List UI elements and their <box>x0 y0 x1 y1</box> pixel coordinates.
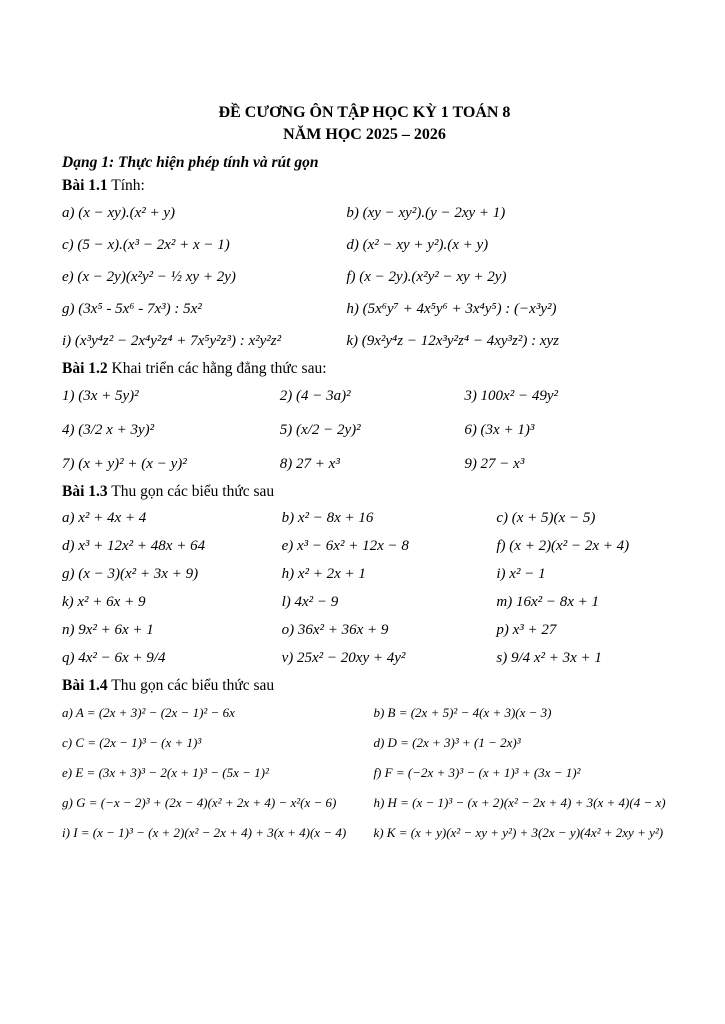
bai-1-1-exercise-grid <box>62 205 667 350</box>
exercise-item: e) E = (3x + 3)³ − 2(x + 1)³ − (5x − 1)² <box>62 764 269 780</box>
exercise-item: h) H = (x − 1)³ − (x + 2)(x² − 2x + 4) + 3(x + 4)(4 − x) <box>373 794 666 810</box>
exercise-item: o) 36x² + 36x + 9 <box>281 621 389 638</box>
exercise-item: 6) (3x + 1)³ <box>464 421 535 438</box>
document-title-line2: NĂM HỌC 2025 – 2026 <box>283 126 446 144</box>
exercise-item: h) (5x⁶y⁷ + 4x⁵y⁶ + 3x⁴y⁵) : (−x³y²) <box>346 300 557 317</box>
bai-1-4-exercise-grid <box>62 705 691 841</box>
bai-1-1-label: Bài 1.1 <box>62 176 108 194</box>
bai-1-3-heading <box>62 483 667 501</box>
exercise-item: k) K = (x + y)(x² − xy + y²) + 3(2x − y)(4x² + 2xy + y²) <box>373 824 664 840</box>
exercise-item: f) (x + 2)(x² − 2x + 4) <box>496 537 630 554</box>
exercise-item: i) (x³y⁴z² − 2x⁴y²z⁴ + 7x⁵y²z³) : x²y²z² <box>62 332 282 349</box>
exercise-item: c) C = (2x − 1)³ − (x + 1)³ <box>62 734 202 750</box>
bai-1-3-label: Bài 1.3 <box>62 482 108 500</box>
exercise-item: b) x² − 8x + 16 <box>281 509 374 526</box>
exercise-item: f) (x − 2y).(x²y² − xy + 2y) <box>346 268 507 285</box>
exercise-item: 2) (4 − 3a)² <box>279 387 351 404</box>
bai-1-4-label: Bài 1.4 <box>62 676 108 694</box>
bai-1-4-heading <box>62 677 667 695</box>
exercise-item: 1) (3x + 5y)² <box>62 387 139 404</box>
bai-1-2-exercise-grid <box>62 388 667 473</box>
exercise-item: 7) (x + y)² + (x − y)² <box>62 455 187 472</box>
exercise-item: 9) 27 − x³ <box>464 455 525 472</box>
exercise-item: b) (xy − xy²).(y − 2xy + 1) <box>346 204 506 221</box>
document-title-line1: ĐỀ CƯƠNG ÔN TẬP HỌC KỲ 1 TOÁN 8 <box>218 104 511 121</box>
exercise-item: d) (x² − xy + y²).(x + y) <box>346 236 489 253</box>
exercise-item: a) A = (2x + 3)² − (2x − 1)² − 6x <box>62 704 235 720</box>
bai-1-3-exercise-grid <box>62 510 667 667</box>
exercise-item: e) (x − 2y)(x²y² − ½ xy + 2y) <box>62 268 236 285</box>
exercise-item: 3) 100x² − 49y² <box>464 387 558 404</box>
exercise-item: i) x² − 1 <box>496 565 546 582</box>
exercise-item: 5) (x/2 − 2y)² <box>279 421 361 438</box>
exercise-item: c) (x + 5)(x − 5) <box>496 509 596 526</box>
exercise-item: k) (9x²y⁴z − 12x³y²z⁴ − 4xy³z²) : xyz <box>346 332 560 349</box>
exercise-item: i) I = (x − 1)³ − (x + 2)(x² − 2x + 4) + 3(x + 4)(x − 4) <box>62 824 347 840</box>
bai-1-4-title: Thu gọn các biểu thức sau <box>111 676 275 694</box>
exercise-item: g) G = (−x − 2)³ + (2x − 4)(x² + 2x + 4) − x²(x − 6) <box>62 794 337 810</box>
exercise-item: d) D = (2x + 3)³ + (1 − 2x)³ <box>373 734 521 750</box>
exercise-item: a) (x − xy).(x² + y) <box>62 204 176 221</box>
bai-1-1-title: Tính: <box>111 176 145 194</box>
exercise-item: n) 9x² + 6x + 1 <box>62 621 154 638</box>
exercise-item: m) 16x² − 8x + 1 <box>496 593 600 610</box>
bai-1-2-title: Khai triển các hằng đẳng thức sau: <box>111 359 327 377</box>
bai-1-2-heading <box>62 360 667 378</box>
exercise-item: a) x² + 4x + 4 <box>62 509 147 526</box>
exercise-item: g) (x − 3)(x² + 3x + 9) <box>62 565 199 582</box>
bai-1-2-label: Bài 1.2 <box>62 359 108 377</box>
exercise-item: d) x³ + 12x² + 48x + 64 <box>62 537 206 554</box>
exercise-item: e) x³ − 6x² + 12x − 8 <box>281 537 409 554</box>
exercise-item: q) 4x² − 6x + 9/4 <box>62 649 166 666</box>
exercise-item: p) x³ + 27 <box>496 621 557 638</box>
bai-1-1-heading <box>62 177 667 195</box>
exercise-item: l) 4x² − 9 <box>281 593 339 610</box>
exercise-item: b) B = (2x + 5)² − 4(x + 3)(x − 3) <box>373 704 552 720</box>
section-heading-dang1: Dạng 1: Thực hiện phép tính và rút gọn <box>62 153 319 171</box>
bai-1-3-title: Thu gọn các biểu thức sau <box>111 482 275 500</box>
exercise-item: 8) 27 + x³ <box>279 455 340 472</box>
exercise-item: s) 9/4 x² + 3x + 1 <box>496 649 602 666</box>
exercise-item: v) 25x² − 20xy + 4y² <box>281 649 406 666</box>
exercise-item: 4) (3/2 x + 3y)² <box>62 421 155 438</box>
exercise-item: h) x² + 2x + 1 <box>281 565 366 582</box>
exercise-item: c) (5 − x).(x³ − 2x² + x − 1) <box>62 236 230 253</box>
exercise-item: f) F = (−2x + 3)³ − (x + 1)³ + (3x − 1)² <box>373 764 581 780</box>
exercise-item: g) (3x⁵ - 5x⁶ - 7x³) : 5x² <box>62 300 202 317</box>
exercise-item: k) x² + 6x + 9 <box>62 593 146 610</box>
